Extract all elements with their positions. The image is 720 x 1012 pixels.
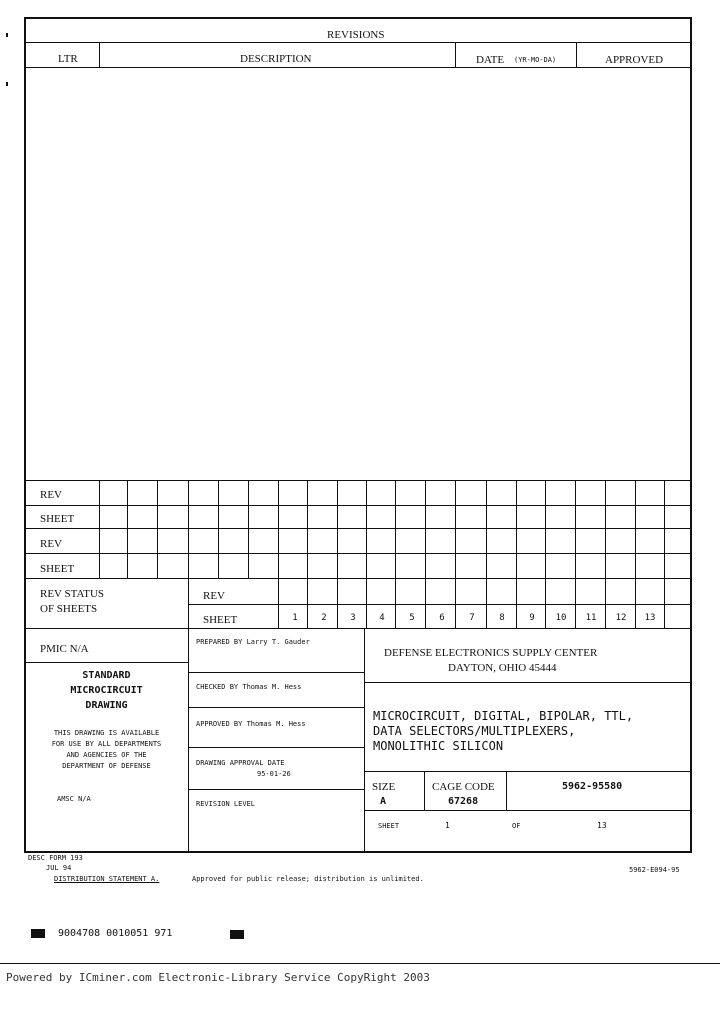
- sheet-number: 3: [350, 613, 356, 623]
- sheet-number: 10: [555, 613, 567, 623]
- rule: [25, 662, 188, 663]
- amsc: AMSC N/A: [57, 795, 91, 803]
- revisions-title: REVISIONS: [327, 29, 385, 41]
- sheet-number: 12: [615, 613, 627, 623]
- size-value: A: [380, 796, 387, 807]
- sheet-number: 6: [439, 613, 445, 623]
- rule: [188, 789, 364, 790]
- sheet-label: SHEET: [378, 822, 400, 830]
- grid-divider: [366, 480, 367, 578]
- barcode-text: 9004708 0010051 971: [58, 928, 173, 939]
- grid-divider: [486, 480, 487, 578]
- grid-divider: [664, 480, 665, 578]
- drawing-title-line3: MONOLITHIC SILICON: [373, 739, 504, 753]
- ltr-header: LTR: [58, 53, 78, 65]
- availability-line: THIS DRAWING IS AVAILABLE: [53, 729, 160, 737]
- rule: [25, 505, 691, 506]
- rule: [188, 604, 691, 605]
- rule: [188, 747, 364, 748]
- rule: [506, 771, 507, 810]
- standard-heading: STANDARD: [82, 670, 131, 681]
- drawing-number: 5962-95580: [562, 781, 623, 792]
- sheet-number: 8: [499, 613, 505, 623]
- rev-status-sheet-label: SHEET: [203, 614, 238, 626]
- of-label: OF: [512, 822, 521, 830]
- barcode-block-icon: [31, 929, 45, 938]
- microcircuit-heading: MICROCIRCUIT: [70, 685, 143, 696]
- availability-line: DEPARTMENT OF DEFENSE: [62, 762, 151, 770]
- form-date: JUL 94: [46, 864, 72, 872]
- rule: [576, 42, 577, 67]
- grid-divider: [545, 480, 546, 578]
- availability-line: AND AGENCIES OF THE: [66, 751, 147, 759]
- grid-divider: [455, 480, 456, 578]
- grid-divider: [337, 480, 338, 578]
- rule: [25, 528, 691, 529]
- sheet-current: 1: [445, 821, 450, 830]
- revision-level: REVISION LEVEL: [196, 800, 256, 808]
- sheet-number: 7: [469, 613, 475, 623]
- sheet-number: 4: [379, 613, 385, 623]
- rule: [188, 707, 364, 708]
- grid-divider: [425, 480, 426, 578]
- grid-sheet-label: SHEET: [40, 513, 75, 525]
- grid-divider: [188, 480, 189, 578]
- size-label: SIZE: [372, 781, 396, 793]
- rule: [25, 628, 691, 629]
- rule: [0, 963, 720, 964]
- rule: [99, 42, 100, 67]
- sheet-number: 2: [321, 613, 327, 623]
- rule: [188, 578, 189, 852]
- grid-divider: [635, 480, 636, 578]
- grid-rev-label: REV: [40, 489, 62, 501]
- rev-status-line1: REV STATUS: [40, 588, 105, 600]
- desc-form: DESC FORM 193: [28, 854, 83, 862]
- sheet-number: 5: [409, 613, 415, 623]
- powered-by: Powered by ICminer.com Electronic-Library Service CopyRight 2003: [6, 971, 430, 984]
- grid-divider: [516, 480, 517, 578]
- grid-divider: [307, 480, 308, 578]
- approved-by: APPROVED BY Thomas M. Hess: [196, 720, 306, 728]
- pmic: PMIC N/A: [40, 643, 89, 655]
- rev-status-line2: OF SHEETS: [40, 603, 98, 615]
- grid-divider: [278, 480, 279, 578]
- availability-line: FOR USE BY ALL DEPARTMENTS: [51, 740, 162, 748]
- grid-sheet-label: SHEET: [40, 563, 75, 575]
- sheet-number: 13: [644, 613, 656, 623]
- cage-code-value: 67268: [448, 796, 479, 807]
- distribution-label: DISTRIBUTION STATEMENT A.: [54, 875, 160, 883]
- drawing-frame: [24, 17, 692, 853]
- grid-divider: [127, 480, 128, 578]
- rule: [25, 553, 691, 554]
- rule: [364, 771, 691, 772]
- rule: [25, 578, 691, 579]
- grid-divider: [278, 578, 279, 628]
- date-format: (YR-MO-DA): [514, 56, 557, 64]
- rev-status-rev-label: REV: [203, 590, 225, 602]
- margin-mark: [6, 33, 8, 37]
- grid-rev-label: REV: [40, 538, 62, 550]
- form-number: 5962-E094-95: [629, 866, 680, 874]
- approval-date-label: DRAWING APPROVAL DATE: [196, 759, 285, 767]
- rule: [364, 628, 365, 852]
- grid-divider: [575, 480, 576, 578]
- sheet-number: 11: [585, 613, 597, 623]
- distribution-text: Approved for public release; distribution is unlimited.: [192, 875, 424, 883]
- rule: [25, 480, 691, 481]
- sheet-number: 1: [292, 613, 298, 623]
- rule: [455, 42, 456, 67]
- grid-divider: [157, 480, 158, 578]
- checked-by: CHECKED BY Thomas M. Hess: [196, 683, 302, 691]
- drawing-title-line1: MICROCIRCUIT, DIGITAL, BIPOLAR, TTL,: [373, 709, 634, 723]
- rule: [25, 42, 691, 43]
- agency-city: DAYTON, OHIO 45444: [448, 662, 557, 674]
- barcode-block-icon: [230, 930, 244, 939]
- drawing-title-line2: DATA SELECTORS/MULTIPLEXERS,: [373, 724, 576, 738]
- sheet-total: 13: [597, 821, 607, 830]
- rule: [364, 682, 691, 683]
- margin-mark: [6, 82, 8, 86]
- approval-date: 95-01-26: [257, 770, 291, 778]
- sheet-number: 9: [529, 613, 535, 623]
- grid-divider: [99, 480, 100, 578]
- rule: [188, 672, 364, 673]
- cage-code-label: CAGE CODE: [432, 781, 495, 793]
- approved-header: APPROVED: [605, 54, 664, 66]
- prepared-by: PREPARED BY Larry T. Gauder: [196, 638, 310, 646]
- rule: [25, 67, 691, 68]
- date-header: DATE: [476, 54, 505, 66]
- drawing-heading: DRAWING: [85, 700, 128, 711]
- grid-divider: [395, 480, 396, 578]
- description-header: DESCRIPTION: [240, 53, 312, 65]
- agency-name: DEFENSE ELECTRONICS SUPPLY CENTER: [384, 647, 598, 659]
- rule: [364, 810, 691, 811]
- grid-divider: [605, 480, 606, 578]
- rule: [424, 771, 425, 810]
- grid-divider: [218, 480, 219, 578]
- grid-divider: [248, 480, 249, 578]
